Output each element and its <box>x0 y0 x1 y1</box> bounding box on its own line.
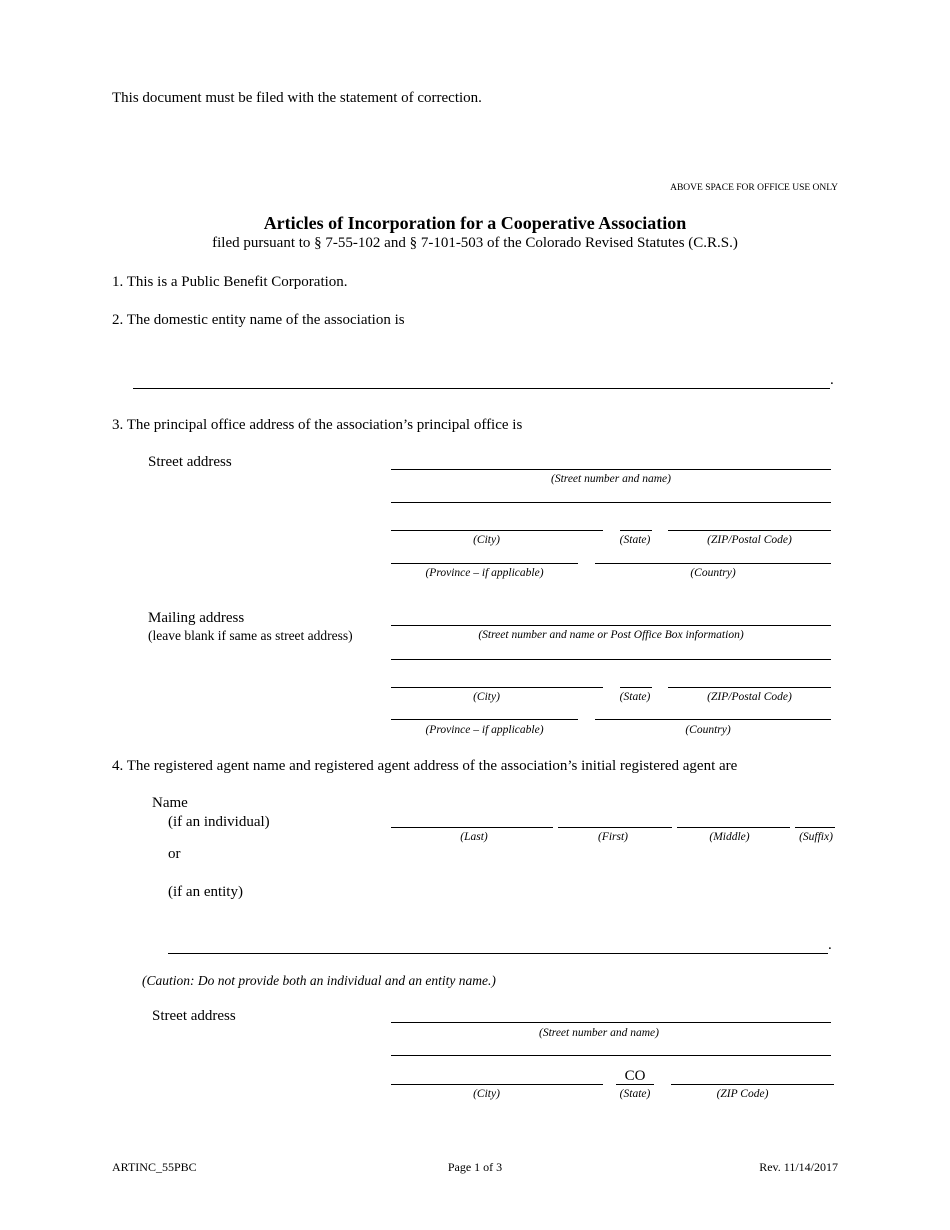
mailing-note: (leave blank if same as street address) <box>148 628 353 643</box>
mailing-state-field[interactable] <box>620 687 652 688</box>
agent-zip-field[interactable] <box>671 1084 834 1085</box>
mailing-country-field[interactable] <box>595 719 831 720</box>
agent-last-caption: (Last) <box>460 831 488 843</box>
office-use-label: ABOVE SPACE FOR OFFICE USE ONLY <box>670 183 838 193</box>
filing-note: This document must be filed with the statement of correction. <box>112 90 482 106</box>
principal-zip-caption: (ZIP/Postal Code) <box>707 534 792 546</box>
form-id: ARTINC_55PBC <box>112 1160 197 1174</box>
principal-city-field[interactable] <box>391 530 603 531</box>
agent-entity-name-field[interactable] <box>168 953 828 954</box>
item-1: 1. This is a Public Benefit Corporation. <box>112 274 348 290</box>
mailing-street-field[interactable] <box>391 625 831 626</box>
principal-city-caption: (City) <box>473 534 500 546</box>
mailing-zip-field[interactable] <box>668 687 831 688</box>
agent-street-caption: (Street number and name) <box>539 1027 659 1039</box>
agent-street-field[interactable] <box>391 1022 831 1023</box>
agent-middle-field[interactable] <box>677 827 790 828</box>
agent-last-field[interactable] <box>391 827 553 828</box>
mailing-province-caption: (Province – if applicable) <box>425 724 544 736</box>
mailing-city-field[interactable] <box>391 687 603 688</box>
agent-suffix-caption: (Suffix) <box>799 831 833 843</box>
item-2-period: . <box>830 372 834 388</box>
agent-state-value: CO <box>624 1068 646 1084</box>
agent-entity-label: (if an entity) <box>168 884 243 900</box>
principal-street-field[interactable] <box>391 469 831 470</box>
mailing-label: Mailing address <box>148 610 245 626</box>
agent-entity-period: . <box>828 937 832 953</box>
page-subtitle: filed pursuant to § 7-55-102 and § 7-101-503 of the Colorado Revised Statutes (C.R.S.) <box>212 235 738 251</box>
principal-country-field[interactable] <box>595 563 831 564</box>
mailing-street-field-2[interactable] <box>391 659 831 660</box>
page-title: Articles of Incorporation for a Cooperative Association <box>263 213 687 233</box>
page-number: Page 1 of 3 <box>447 1160 503 1174</box>
principal-province-caption: (Province – if applicable) <box>425 567 544 579</box>
mailing-province-field[interactable] <box>391 719 578 720</box>
revision-date: Rev. 11/14/2017 <box>759 1160 838 1174</box>
item-3-label: 3. The principal office address of the association’s principal office is <box>112 417 523 433</box>
mailing-state-caption: (State) <box>619 691 651 703</box>
principal-country-caption: (Country) <box>690 567 736 579</box>
principal-street-caption: (Street number and name) <box>551 473 671 485</box>
mailing-zip-caption: (ZIP/Postal Code) <box>707 691 792 703</box>
mailing-country-caption: (Country) <box>685 724 731 736</box>
item-4-label: 4. The registered agent name and registered agent address of the association’s initial registered agent are <box>112 758 738 774</box>
agent-name-label: Name <box>152 795 188 811</box>
entity-name-field[interactable] <box>133 388 830 389</box>
agent-first-field[interactable] <box>558 827 672 828</box>
agent-middle-caption: (Middle) <box>709 831 750 843</box>
caution-note: (Caution: Do not provide both an individual and an entity name.) <box>142 973 496 988</box>
principal-province-field[interactable] <box>391 563 578 564</box>
agent-street-label: Street address <box>152 1008 236 1024</box>
mailing-city-caption: (City) <box>473 691 500 703</box>
agent-zip-caption: (ZIP Code) <box>716 1088 769 1100</box>
agent-city-field[interactable] <box>391 1084 603 1085</box>
agent-individual-label: (if an individual) <box>168 814 270 830</box>
principal-street-field-2[interactable] <box>391 502 831 503</box>
principal-state-field[interactable] <box>620 530 652 531</box>
item-2-label: 2. The domestic entity name of the association is <box>112 312 405 328</box>
agent-city-caption: (City) <box>473 1088 500 1100</box>
principal-street-label: Street address <box>148 454 232 470</box>
agent-street-field-2[interactable] <box>391 1055 831 1056</box>
agent-suffix-field[interactable] <box>795 827 835 828</box>
agent-or-label: or <box>168 846 181 862</box>
agent-first-caption: (First) <box>597 831 629 843</box>
principal-state-caption: (State) <box>619 534 651 546</box>
mailing-street-caption: (Street number and name or Post Office Box information) <box>478 629 744 641</box>
agent-state-caption: (State) <box>619 1088 651 1100</box>
principal-zip-field[interactable] <box>668 530 831 531</box>
